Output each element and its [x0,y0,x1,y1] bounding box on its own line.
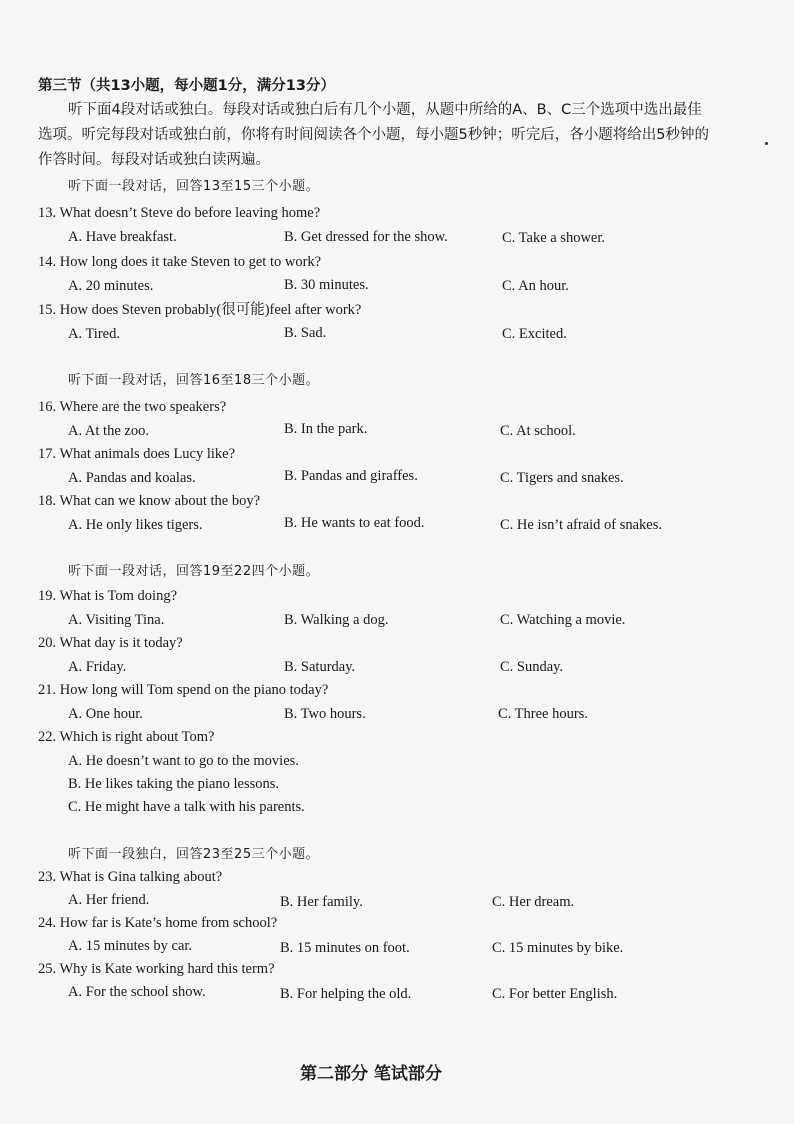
instruction-line-1: 听下面4段对话或独白。每段对话或独白后有几个小题，从题中所给的A、B、C三个选项中选出最佳 [68,102,702,118]
option-a: A. 20 minutes. [68,278,154,294]
section-title: 第三节（共13小题，每小题1分，满分13分） [38,78,335,94]
question-stem: 21. How long will Tom spend on the piano today? [38,682,329,698]
option-a: A. At the zoo. [68,423,149,439]
option-b: B. Get dressed for the show. [284,229,448,245]
question-stem: 25. Why is Kate working hard this term? [38,961,275,977]
option-b: B. Saturday. [284,659,356,675]
question-stem: 22. Which is right about Tom? [38,729,215,745]
option-c: C. 15 minutes by bike. [492,940,624,956]
option-b: B. Sad. [284,325,327,341]
scan-speck [765,142,768,145]
option-b: B. In the park. [284,421,368,437]
option-c: C. He might have a talk with his parents. [68,799,305,815]
option-b: B. He wants to eat food. [284,515,425,531]
question-stem: 13. What doesn’t Steve do before leaving home? [38,205,321,221]
part-two-title: 第二部分 笔试部分 [300,1064,442,1084]
question-stem: 17. What animals does Lucy like? [38,446,236,462]
option-b: B. He likes taking the piano lessons. [68,776,280,792]
question-stem: 16. Where are the two speakers? [38,399,227,415]
option-a: A. Pandas and koalas. [68,470,196,486]
instruction-line-2: 选项。听完每段对话或独白前，你将有时间阅读各个小题，每小题5秒钟；听完后，各小题将给出5秒钟的 [38,127,709,143]
option-c: C. He isn’t afraid of snakes. [500,517,663,533]
option-a: A. He doesn’t want to go to the movies. [68,753,299,769]
option-a: A. Tired. [68,326,120,342]
option-b: B. 15 minutes on foot. [280,940,410,956]
option-b: B. For helping the old. [280,986,412,1002]
option-c: C. An hour. [502,278,569,294]
question-stem: 18. What can we know about the boy? [38,493,261,509]
question-stem: 24. How far is Kate’s home from school? [38,915,278,931]
option-c: C. For better English. [492,986,618,1002]
option-c: C. Sunday. [500,659,564,675]
group-intro: 听下面一段对话，回答13至15三个小题。 [68,179,320,194]
option-c: C. Take a shower. [502,230,606,246]
option-b: B. 30 minutes. [284,277,369,293]
option-c: C. At school. [500,423,576,439]
option-c: C. Three hours. [498,706,588,722]
question-stem: 15. How does Steven probably(很可能)feel after work? [38,302,362,318]
question-stem: 14. How long does it take Steven to get to work? [38,254,322,270]
option-c: C. Excited. [502,326,567,342]
instruction-line-3: 作答时间。每段对话或独白读两遍。 [38,152,270,168]
group-intro: 听下面一段对话，回答16至18三个小题。 [68,373,320,388]
option-a: A. One hour. [68,706,143,722]
option-a: A. For the school show. [68,984,206,1000]
group-intro: 听下面一段独白，回答23至25三个小题。 [68,847,320,862]
option-b: B. Pandas and giraffes. [284,468,418,484]
option-a: A. Friday. [68,659,127,675]
option-b: B. Two hours. [284,706,366,722]
question-stem: 23. What is Gina talking about? [38,869,223,885]
option-b: B. Walking a dog. [284,612,389,628]
group-intro: 听下面一段对话，回答19至22四个小题。 [68,564,320,579]
question-stem: 20. What day is it today? [38,635,183,651]
option-b: B. Her family. [280,894,363,910]
option-a: A. Her friend. [68,892,150,908]
option-a: A. Visiting Tina. [68,612,165,628]
option-a: A. Have breakfast. [68,229,177,245]
option-c: C. Tigers and snakes. [500,470,624,486]
option-a: A. 15 minutes by car. [68,938,193,954]
option-c: C. Her dream. [492,894,575,910]
option-c: C. Watching a movie. [500,612,626,628]
question-stem: 19. What is Tom doing? [38,588,178,604]
option-a: A. He only likes tigers. [68,517,203,533]
